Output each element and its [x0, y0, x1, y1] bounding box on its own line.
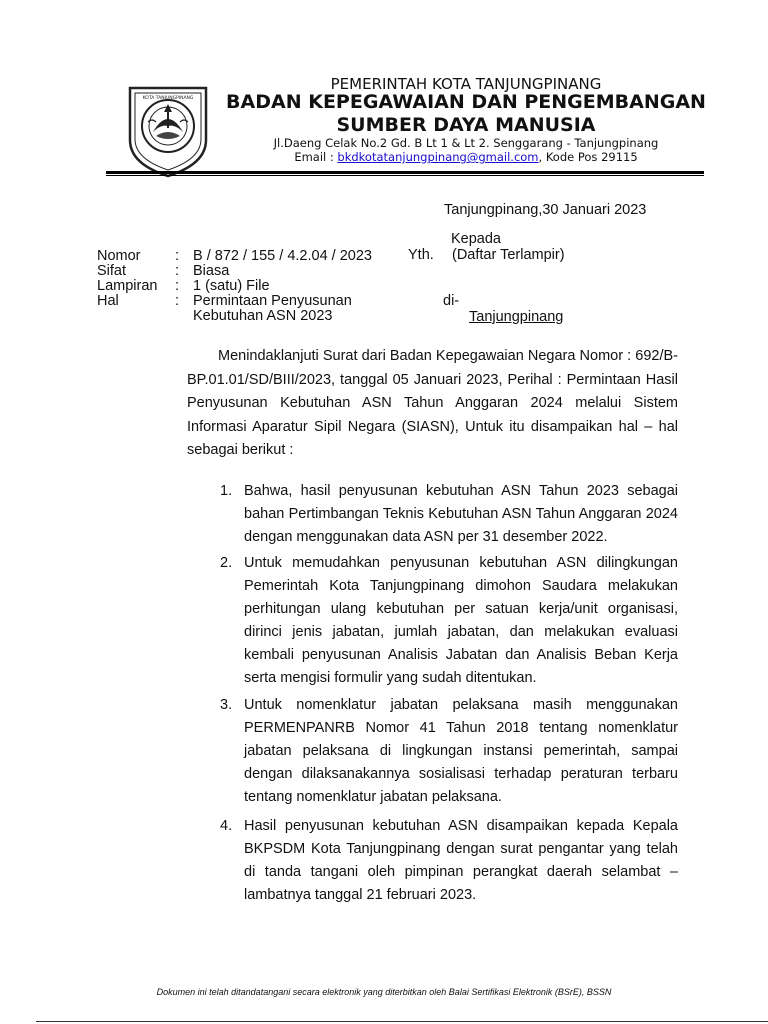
letter-date: Tanjungpinang,30 Januari 2023: [444, 202, 647, 218]
lampiran-colon: :: [175, 278, 180, 294]
letterhead-government: PEMERINTAH KOTA TANJUNGPINANG: [330, 75, 602, 93]
email-label: Email :: [294, 150, 338, 164]
letterhead-agency-line-1: BADAN KEPEGAWAIAN DAN PENGEMBANGAN: [226, 91, 706, 113]
hal-value-line-1: Permintaan Penyusunan: [193, 293, 352, 309]
recipient-place: Tanjungpinang: [469, 309, 564, 325]
list-item-number: 4.: [220, 818, 233, 834]
nomor-value: B / 872 / 155 / 4.2.04 / 2023: [193, 248, 372, 264]
intro-paragraph: Menindaklanjuti Surat dari Badan Kepegawaian Negara Nomor : 692/B-BP.01.01/SD/BIII/2023, tanggal 05 Januari 2023, Perihal : Permintaan Hasil Penyusunan Kebutuhan ASN Tahun Anggaran 2024 melalui Sistem Informasi Aparatur Sipil Negara (SIASN), Untuk itu disampaikan hal – hal sebagai berikut :: [187, 348, 678, 458]
list-item: [220, 694, 678, 809]
list-item: [220, 552, 678, 690]
list-item-number: 1.: [220, 483, 233, 499]
sifat-value: Biasa: [193, 263, 230, 279]
letterhead-divider-thin: [106, 175, 704, 176]
recipient-name: (Daftar Terlampir): [452, 247, 565, 263]
letterhead-address: Jl.Daeng Celak No.2 Gd. B Lt 1 & Lt 2. Senggarang - Tanjungpinang: [273, 136, 659, 150]
e-signature-footer-note: Dokumen ini telah ditandatangani secara elektronik yang diterbitkan oleh Balai Sertifikasi Elektronik (BSrE), BSSN: [156, 987, 612, 997]
list-item: [220, 815, 678, 907]
list-item-text: Untuk nomenklatur jabatan pelaksana masih menggunakan PERMENPANRB Nomor 41 Tahun 2018 tentang nomenklatur jabatan pelaksana di lingkungan instansi pemerintah, sampai dengan dilaksanakannya sosialisasi terhadap peraturan terbaru tentang nomenklatur jabatan pelaksana.: [244, 697, 678, 805]
hal-label: Hal: [97, 293, 119, 309]
postcode-text: , Kode Pos 29115: [538, 150, 638, 164]
list-item-number: 2.: [220, 555, 233, 571]
recipient-yth: Yth.: [408, 247, 434, 263]
hal-value-line-2: Kebutuhan ASN 2023: [193, 308, 333, 324]
sifat-label: Sifat: [97, 263, 127, 279]
recipient-to: Kepada: [451, 231, 501, 247]
recipient-di: di-: [443, 293, 460, 309]
city-emblem-logo: [126, 82, 210, 178]
letterhead-agency-line-2: SUMBER DAYA MANUSIA: [336, 114, 596, 136]
nomor-colon: :: [175, 248, 180, 264]
email-link[interactable]: bkdkotatanjungpinang@gmail.com: [337, 150, 539, 164]
lampiran-value: 1 (satu) File: [193, 278, 270, 294]
hal-colon: :: [175, 293, 180, 309]
list-item-text: Untuk memudahkan penyusunan kebutuhan ASN dilingkungan Pemerintah Kota Tanjungpinang dimohon Saudara melakukan perhitungan ulang kebutuhan per satuan kerja/unit organisasi, dirinci jenis jabatan, jumlah jabatan, dan melakukan evaluasi kembali penyusunan Analisis Jabatan dan Analisis Beban Kerja serta mengisi formulir yang sudah ditentukan.: [244, 555, 678, 686]
letterhead-divider-thick: [106, 171, 704, 174]
list-item-number: 3.: [220, 697, 233, 713]
list-item: [220, 480, 678, 549]
list-item-text: Bahwa, hasil penyusunan kebutuhan ASN Tahun 2023 sebagai bahan Pertimbangan Teknis Kebutuhan ASN Tahun Anggaran 2024 dengan menggunakan data ASN per 31 desember 2022.: [244, 483, 678, 545]
sifat-colon: :: [175, 263, 180, 279]
footer-divider: [36, 1021, 768, 1022]
letterhead-contact: [216, 150, 716, 164]
nomor-label: Nomor: [97, 248, 141, 264]
list-item-text: Hasil penyusunan kebutuhan ASN disampaikan kepada Kepala BKPSDM Kota Tanjungpinang dengan surat pengantar yang telah di tanda tangani oleh pimpinan perangkat daerah selambat – lambatnya tanggal 21 februari 2023.: [244, 818, 678, 903]
svg-text:KOTA TANJUNGPINANG: KOTA TANJUNGPINANG: [142, 96, 194, 101]
lampiran-label: Lampiran: [97, 278, 158, 294]
